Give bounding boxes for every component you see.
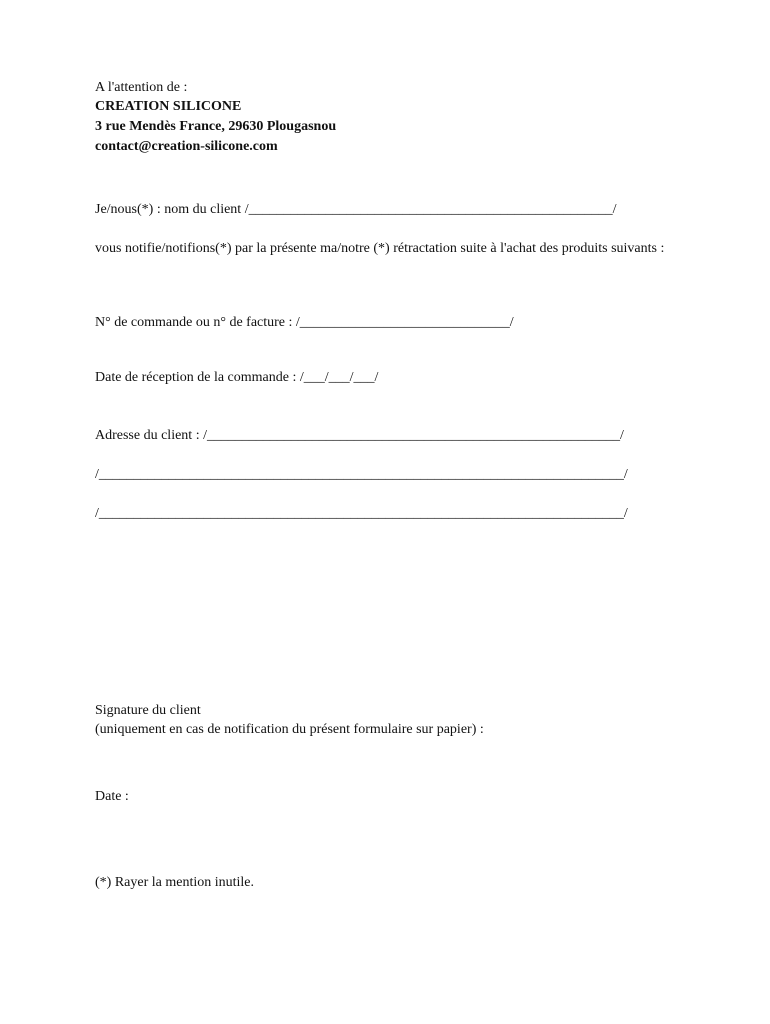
client-address-line-2: /___________________________________________________________________________/ bbox=[95, 467, 628, 482]
notification-text: vous notifie/notifions(*) par la présente ma/notre (*) rétractation suite à l'achat des produits suivants : bbox=[95, 241, 665, 256]
date-label: Date : bbox=[95, 789, 129, 804]
signature-note: (uniquement en cas de notification du présent formulaire sur papier) : bbox=[95, 722, 484, 737]
client-name-field: Je/nous(*) : nom du client /____________________________________________________/ bbox=[95, 202, 617, 217]
company-email: contact@creation-silicone.com bbox=[95, 139, 278, 154]
footnote: (*) Rayer la mention inutile. bbox=[95, 875, 255, 890]
client-address-line-1: Adresse du client : /___________________________________________________________/ bbox=[95, 428, 624, 443]
reception-date-field: Date de réception de la commande : /___/___/___/ bbox=[95, 370, 379, 385]
company-name: CREATION SILICONE bbox=[95, 99, 242, 114]
attention-label: A l'attention de : bbox=[95, 80, 188, 95]
order-number-field: N° de commande ou n° de facture : /______________________________/ bbox=[95, 315, 514, 330]
signature-title: Signature du client bbox=[95, 703, 201, 718]
company-address: 3 rue Mendès France, 29630 Plougasnou bbox=[95, 119, 337, 134]
client-address-line-3: /___________________________________________________________________________/ bbox=[95, 506, 628, 521]
